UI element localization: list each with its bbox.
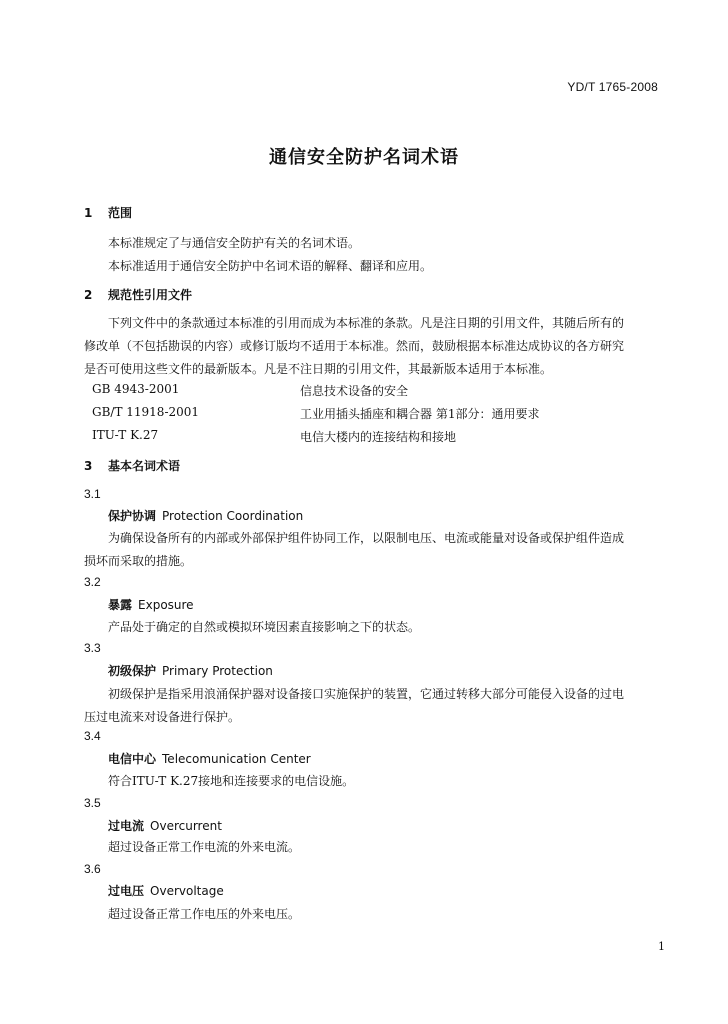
term-number: 3.3 <box>84 641 101 655</box>
term-heading <box>108 817 222 834</box>
section-number: 1 <box>84 206 93 220</box>
term-chinese: 初级保护 <box>108 664 157 678</box>
section-title: 规范性引用文件 <box>108 288 193 302</box>
paragraph-line: 下列文件中的条款通过本标准的引用而成为本标准的条款。凡是注日期的引用文件，其随后所有的 <box>108 316 625 330</box>
section-title: 基本名词术语 <box>108 459 181 473</box>
term-number: 3.5 <box>84 796 101 810</box>
term-heading <box>108 882 224 899</box>
term-definition-line: 超过设备正常工作电压的外来电压。 <box>108 907 301 921</box>
term-chinese: 电信中心 <box>108 752 157 766</box>
paragraph: 本标准适用于通信安全防护中名词术语的解释、翻译和应用。 <box>108 259 433 273</box>
reference-title: 电信大楼内的连接结构和接地 <box>300 430 457 444</box>
section-number: 2 <box>84 288 93 302</box>
term-heading <box>108 596 194 613</box>
term-chinese: 保护协调 <box>108 509 157 523</box>
page-number: 1 <box>658 940 665 953</box>
term-definition-line: 为确保设备所有的内部或外部保护组件协同工作，以限制电压、电流或能量对设备或保护组件造成 <box>108 531 625 545</box>
reference-title: 信息技术设备的安全 <box>300 384 409 398</box>
reference-title: 工业用插头插座和耦合器 第1部分：通用要求 <box>300 407 540 421</box>
term-english: Overcurrent <box>150 819 222 833</box>
term-english: Primary Protection <box>162 664 273 678</box>
document-title: 通信安全防护名词术语 <box>269 147 459 168</box>
term-english: Exposure <box>138 598 194 612</box>
term-chinese: 暴露 <box>108 598 133 612</box>
paragraph-line: 是否可使用这些文件的最新版本。凡是不注日期的引用文件，其最新版本适用于本标准。 <box>84 362 553 376</box>
section-title: 范围 <box>108 206 133 220</box>
term-heading <box>108 507 303 524</box>
term-definition-line: 初级保护是指采用浪涌保护器对设备接口实施保护的装置，它通过转移大部分可能侵入设备的过电 <box>108 687 625 701</box>
paragraph: 本标准规定了与通信安全防护有关的名词术语。 <box>108 236 361 250</box>
term-english: Protection Coordination <box>162 509 304 523</box>
reference-code: GB 4943-2001 <box>92 382 180 396</box>
section-heading-normative-references <box>84 286 192 303</box>
term-chinese: 过电流 <box>108 819 145 833</box>
term-definition-line: 符合ITU-T K.27接地和连接要求的电信设施。 <box>108 774 355 788</box>
standard-number: YD/T 1765-2008 <box>567 80 658 94</box>
reference-code: ITU-T K.27 <box>92 428 159 442</box>
term-number: 3.2 <box>84 575 101 589</box>
term-definition-line: 损坏而采取的措施。 <box>84 554 193 568</box>
term-chinese: 过电压 <box>108 884 145 898</box>
term-number: 3.1 <box>84 487 101 501</box>
term-english: Overvoltage <box>150 884 224 898</box>
term-heading <box>108 662 273 679</box>
section-heading-basic-terms <box>84 457 180 474</box>
term-number: 3.6 <box>84 862 101 876</box>
term-heading <box>108 750 311 767</box>
paragraph-line: 修改单（不包括勘误的内容）或修订版均不适用于本标准。然而，鼓励根据本标准达成协议的各方研究 <box>84 339 625 353</box>
reference-code: GB/T 11918-2001 <box>92 405 200 419</box>
term-number: 3.4 <box>84 729 101 743</box>
term-definition-line: 压过电流来对设备进行保护。 <box>84 710 241 724</box>
term-english: Telecomunication Center <box>162 752 311 766</box>
section-number: 3 <box>84 459 93 473</box>
term-definition-line: 产品处于确定的自然或模拟环境因素直接影响之下的状态。 <box>108 620 421 634</box>
section-heading-scope <box>84 204 132 221</box>
term-definition-line: 超过设备正常工作电流的外来电流。 <box>108 840 301 854</box>
